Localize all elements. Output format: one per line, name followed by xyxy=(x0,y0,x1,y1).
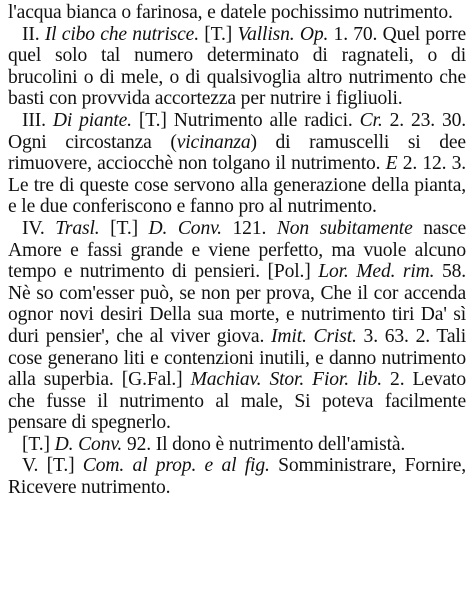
citation-text: Somministrare, Fornire, Ricevere nutrimento. xyxy=(8,455,466,499)
paragraph-sense-iii xyxy=(8,110,466,218)
citation-text: 58. Nè so com'esser può, se non per prova, Che il cor accenda ognor novi desiri Della sua morte, e nutrimento tiri Da' sì duri pensier', che al viver giova. xyxy=(8,261,466,347)
citation-text: 121. xyxy=(221,217,277,239)
sense-number: III. xyxy=(22,109,53,131)
citation-text: nasce Amore e fassi grande e viene perfetto, ma vuole alcuno tempo e nutrimento di pensieri. [Pol.] xyxy=(8,217,467,283)
text-segment: l'acqua bianca o farinosa, e datele pochissimo nutrimento. xyxy=(8,2,453,23)
sense-number: II. xyxy=(22,23,45,45)
sense-definition: Trasl. xyxy=(55,217,100,239)
citation-text: 92. Il dono è nutrimento dell'amistà. xyxy=(122,433,406,455)
citation-text: 2. Levato che fusse il nutrimento al male, Si poteva facilmente pensare di spegnerlo. xyxy=(8,369,466,434)
sense-number: V. [T.] xyxy=(22,455,83,477)
citation-text: 2. 23. 30. Ogni circostanza ( xyxy=(8,109,466,153)
emphasis-phrase: Non subitamente xyxy=(276,217,413,239)
paragraph-amista xyxy=(8,434,466,456)
citation-text: 3. 63. 2. Tali cose generano liti e contenzioni inutili, e danno nutrimento alla superbia. [G.Fal.] xyxy=(8,325,467,391)
sense-number: IV. xyxy=(22,217,56,239)
citation-source: Cr. xyxy=(359,109,383,131)
citation-source: Vallisn. Op. xyxy=(237,23,329,45)
citation-source: Machiav. Stor. Fior. lib. xyxy=(190,369,382,391)
text-segment: [T.] xyxy=(198,23,238,45)
paragraph-sense-v xyxy=(8,455,466,498)
paragraph-intro xyxy=(8,2,466,24)
citation-source: Imit. Crist. xyxy=(271,325,357,347)
paragraph-sense-ii xyxy=(8,24,466,110)
citation-source: D. Conv. xyxy=(148,217,222,239)
sense-definition: Di piante. xyxy=(52,109,132,131)
citation-text: 2. 12. 3. Le tre di queste cose servono alla generazione della pianta, e le due conferiscono e fanno pro al nutrimento. xyxy=(8,153,466,218)
citation-source: Lor. Med. rim. xyxy=(318,261,435,283)
citation-text: 1. 70. Quel porre quel solo tal numero determinato di ragnateli, o di brucolini o di mele, o di qualsivoglia altro nutrimento che basti con provvida accortezza per nutrire i figliuoli. xyxy=(8,23,466,110)
text-segment: [T.] xyxy=(22,433,55,455)
sense-definition: Il cibo che nutrisce. xyxy=(44,23,199,45)
sense-definition: Com. al prop. e al fig. xyxy=(82,455,270,477)
citation-text: ) di ramuscelli si dee rimuovere, acciocchè non tolgano il nutrimento. xyxy=(8,131,466,175)
text-segment: [T.] xyxy=(99,217,149,239)
paragraph-sense-iv xyxy=(8,218,466,434)
citation-source: D. Conv. xyxy=(54,433,123,455)
text-segment: [T.] Nutrimento alle radici. xyxy=(131,109,360,131)
citation-source: E xyxy=(385,153,398,175)
dictionary-entry-page xyxy=(8,2,466,499)
gloss-word: vicinanza xyxy=(176,131,251,153)
